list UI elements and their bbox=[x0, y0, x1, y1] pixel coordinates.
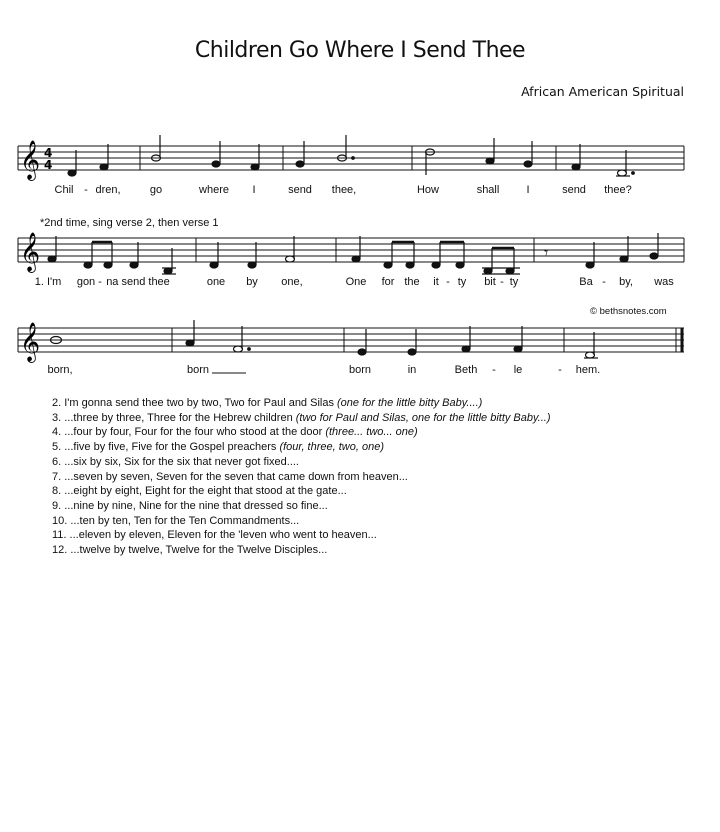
lyric-syllable: Chil bbox=[54, 184, 74, 196]
verse-line: 3. ...three by three, Three for the Hebrew children (two for Paul and Silas, one for the little bitty Baby...) bbox=[52, 411, 551, 424]
staff-system-2 bbox=[0, 232, 720, 312]
verse-line: 10. ...ten by ten, Ten for the Ten Commandments... bbox=[52, 514, 300, 527]
lyric-syllable: One bbox=[345, 276, 367, 288]
verse-line: 8. ...eight by eight, Eight for the eight that stood at the gate... bbox=[52, 485, 347, 498]
lyric-syllable: by, bbox=[619, 276, 633, 288]
verse-line: 12. ...twelve by twelve, Twelve for the Twelve Disciples... bbox=[52, 544, 328, 557]
lyric-syllable: go bbox=[149, 184, 163, 196]
lyric-syllable: bit bbox=[484, 276, 496, 288]
lyric-syllable: where bbox=[199, 184, 229, 196]
treble-clef-icon: 𝄞 bbox=[20, 232, 41, 272]
website-credit: © bethsnotes.com bbox=[590, 306, 667, 317]
lyric-syllable: - bbox=[492, 364, 496, 376]
lyric-syllable: I bbox=[526, 184, 530, 196]
treble-clef-icon: 𝄞 bbox=[20, 322, 41, 362]
lyric-syllable: in bbox=[407, 364, 417, 376]
treble-clef-icon: 𝄞 bbox=[20, 140, 41, 180]
staff-2-notation bbox=[0, 232, 720, 312]
song-title: Children Go Where I Send Thee bbox=[194, 38, 526, 63]
lyric-syllable: na send thee bbox=[106, 276, 170, 288]
performance-note: *2nd time, sing verse 2, then verse 1 bbox=[40, 217, 219, 229]
eighth-rest-icon: 𝄾 bbox=[544, 243, 549, 262]
lyric-syllable: 1. I'm bbox=[34, 276, 62, 288]
lyric-syllable: born, bbox=[47, 364, 73, 376]
lyric-syllable: by bbox=[246, 276, 258, 288]
lyric-syllable: thee, bbox=[331, 184, 357, 196]
lyric-syllable: - bbox=[602, 276, 606, 288]
lyric-syllable: - bbox=[446, 276, 450, 288]
lyric-syllable: - bbox=[558, 364, 562, 376]
lyric-syllable: was bbox=[654, 276, 674, 288]
lyric-syllable: for bbox=[381, 276, 395, 288]
verse-line: 5. ...five by five, Five for the Gospel preachers (four, three, two, one) bbox=[52, 441, 384, 454]
lyric-syllable: - bbox=[84, 184, 88, 196]
staff-1-notation bbox=[0, 140, 720, 220]
staff-system-1 bbox=[0, 140, 720, 220]
lyric-syllable: gon bbox=[76, 276, 96, 288]
lyric-syllable: one bbox=[206, 276, 226, 288]
lyric-syllable: the bbox=[404, 276, 420, 288]
staff-3-notation bbox=[0, 322, 720, 402]
time-sig-bottom: 4 bbox=[44, 158, 53, 172]
verse-list bbox=[52, 396, 551, 558]
lyric-syllable: hem. bbox=[575, 364, 601, 376]
verse-line: 9. ...nine by nine, Nine for the nine that dressed so fine... bbox=[52, 499, 328, 512]
lyric-syllable: born bbox=[348, 364, 372, 376]
verse-line: 6. ...six by six, Six for the six that never got fixed.... bbox=[52, 455, 299, 468]
lyric-syllable: Ba bbox=[579, 276, 593, 288]
lyric-syllable: send bbox=[288, 184, 312, 196]
lyric-syllable: send bbox=[562, 184, 586, 196]
lyric-syllable: How bbox=[416, 184, 440, 196]
lyric-syllable: - bbox=[98, 276, 102, 288]
lyric-syllable: dren, bbox=[95, 184, 121, 196]
verse-line: 4. ...four by four, Four for the four who stood at the door (three... two... one) bbox=[52, 426, 418, 439]
lyric-syllable: - bbox=[500, 276, 504, 288]
lyric-syllable: shall bbox=[476, 184, 500, 196]
lyric-syllable: thee? bbox=[604, 184, 632, 196]
verse-line: 7. ...seven by seven, Seven for the seven that came down from heaven... bbox=[52, 470, 408, 483]
staff-system-3 bbox=[0, 322, 720, 402]
lyric-syllable: one, bbox=[281, 276, 303, 288]
time-sig-top: 4 bbox=[44, 146, 53, 160]
lyric-syllable: ty bbox=[457, 276, 467, 288]
lyric-syllable: ty bbox=[509, 276, 519, 288]
lyric-syllable: born bbox=[186, 364, 210, 376]
verse-line: 11. ...eleven by eleven, Eleven for the 'leven who went to heaven... bbox=[52, 529, 377, 542]
lyric-syllable: le bbox=[513, 364, 523, 376]
lyric-syllable: Beth bbox=[454, 364, 478, 376]
lyric-syllable: I bbox=[252, 184, 256, 196]
composer-credit: African American Spiritual bbox=[521, 84, 684, 99]
lyric-syllable: it bbox=[433, 276, 439, 288]
verse-line: 2. I'm gonna send thee two by two, Two for Paul and Silas (one for the little bitty Baby....) bbox=[52, 397, 483, 409]
